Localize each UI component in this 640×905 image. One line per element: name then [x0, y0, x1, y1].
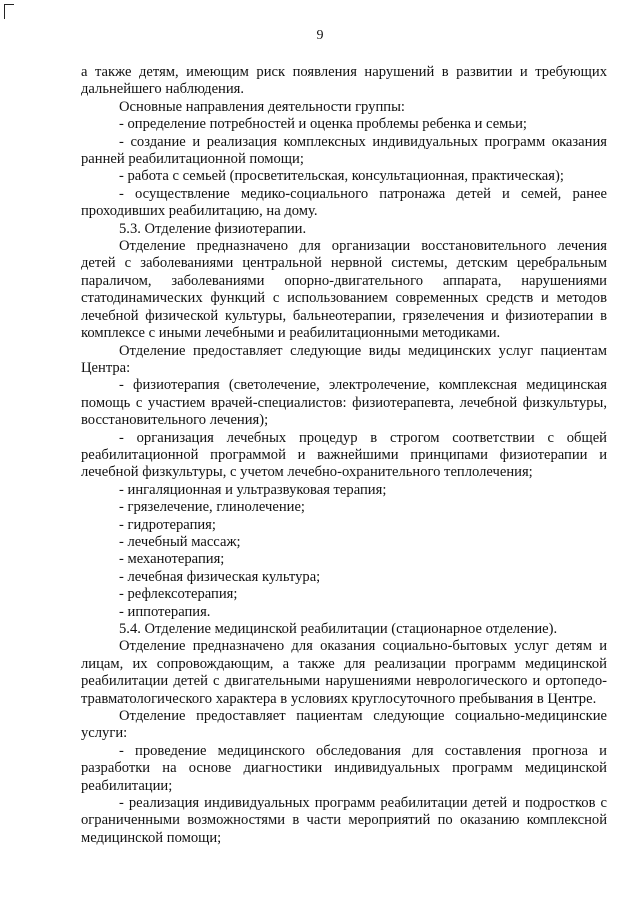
scan-corner-mark: [4, 4, 14, 19]
paragraph: Отделение предназначено для организации восстановительного лечения детей с заболеваниями центральной нервной системы, детским церебральным параличом, заболеваниями опорно-двигательного аппарата, нарушениями статодинамических функций с использованием современных средств и методов лечебной физической культуры, бальнеотерапии, грязелечения и физиотерапии в комплексе с иными лечебными и реабилитационными методиками.: [81, 238, 607, 342]
page-number: 9: [316, 28, 324, 43]
paragraph: - осуществление медико-социального патронажа детей и семей, ранее проходивших реабилитацию, на дому.: [81, 185, 607, 220]
paragraph: Отделение предоставляет следующие виды медицинских услуг пациентам Центра:: [81, 342, 607, 376]
paragraph: - проведение медицинского обследования для составления прогноза и разработки на основе диагностики индивидуальных программ медицинской реабилитации;: [81, 742, 607, 794]
paragraph: - реализация индивидуальных программ реабилитации детей и подростков с ограниченными возможностями в части мероприятий по оказанию комплексной медицинской помощи;: [81, 795, 607, 846]
paragraph: Отделение предназначено для оказания социально-бытовых услуг детям и лицам, их сопровождающим, а также для реализации программ медицинской реабилитации детей с двигательными нарушениями неврологического и ортопедо-травматологического характера в условиях круглосуточного пребывания в Центре.: [81, 638, 607, 707]
paragraph: 5.4. Отделение медицинской реабилитации (стационарное отделение).: [119, 621, 558, 637]
paragraph: - создание и реализация комплексных индивидуальных программ оказания ранней реабилитационной помощи;: [81, 133, 607, 168]
paragraph: - лечебная физическая культура;: [119, 568, 321, 585]
paragraph: - иппотерапия.: [119, 603, 211, 620]
paragraph: - организация лечебных процедур в строгом соответствии с общей реабилитационной программой и важнейшими принципами физиотерапии и лечебной физкультуры, с учетом лечебно-охранительного теплолечения;: [81, 429, 607, 481]
paragraph: - физиотерапия (светолечение, электролечение, комплексная медицинская помощь с участием врачей-специалистов: физиотерапевта, лечебной физкультуры, восстановительного лечения);: [81, 377, 607, 429]
paragraph: 5.3. Отделение физиотерапии.: [119, 220, 307, 237]
paragraph: - лечебный массаж;: [119, 533, 241, 550]
paragraph: - ингаляционная и ультразвуковая терапия;: [119, 481, 387, 498]
paragraph: Основные направления деятельности группы:: [119, 98, 405, 115]
paragraph: - работа с семьей (просветительская, консультационная, практическая);: [119, 168, 564, 185]
paragraph: - грязелечение, глинолечение;: [119, 499, 305, 516]
paragraph: а также детям, имеющим риск появления нарушений в развитии и требующих дальнейшего наблюдения.: [81, 64, 607, 98]
document-body: [81, 64, 607, 847]
paragraph: - определение потребностей и оценка проблемы ребенка и семьи;: [119, 116, 527, 133]
paragraph: - рефлексотерапия;: [119, 586, 238, 603]
paragraph: Отделение предоставляет пациентам следующие социально-медицинские услуги:: [81, 708, 607, 742]
paragraph: - механотерапия;: [119, 551, 225, 568]
paragraph: - гидротерапия;: [119, 516, 216, 533]
